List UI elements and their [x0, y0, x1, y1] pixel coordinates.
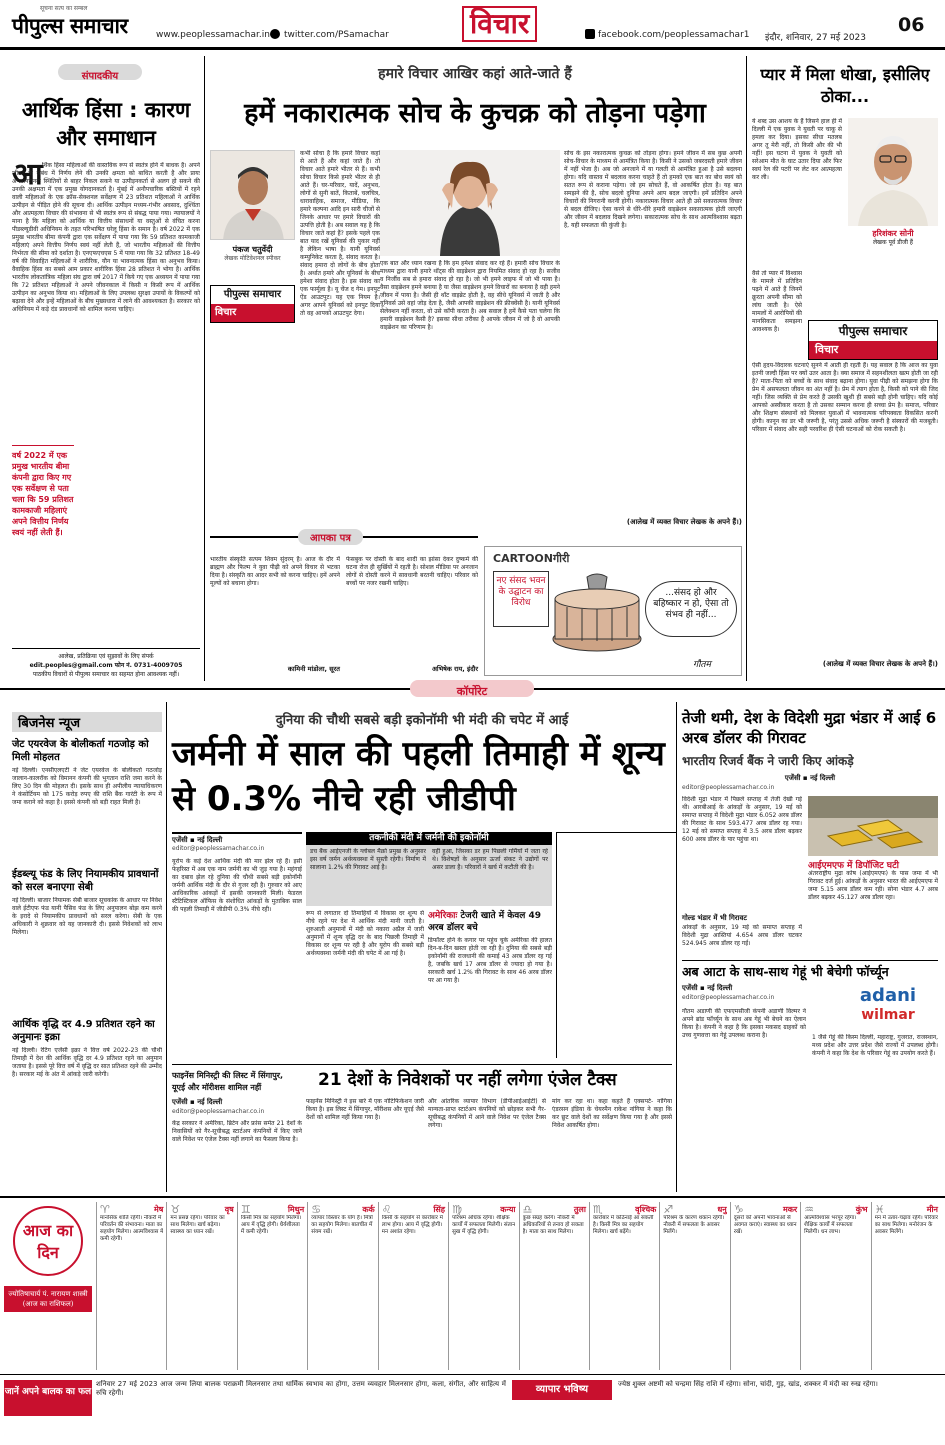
twitter-link[interactable]: twitter.com/PSamachar [284, 30, 389, 40]
corporate-band: कॉर्पोरेट [410, 680, 534, 697]
sidebar-author-role: लेखक पूर्व डीजी हैं [872, 239, 913, 246]
angel-col-4: मांग कर रहा था। कहा कहते हैं एक्सपर्ट- नांगिया एंडरसन इंडिया के चेयरमैन राकेश नांगिया ने कहा कि कर छूट वाले देशों का सर्वेक्षण किया गया है और इससे निवेश आकर्षित होगा। [552, 1098, 672, 1129]
editorial-dropcap: आ [12, 157, 43, 192]
masthead [0, 0, 945, 50]
adani-col-2: 1 जैसे गेहूं की किस्म दिल्ली, महाराष्ट्र, गुजरात, राजस्थान, मध्य प्रदेश और उत्तर प्रदेश जैसे राज्यों में उपलब्ध होगी। कंपनी ने कहा कि देश के परिवार गेहूं का उपयोग करते हैं। [812, 1034, 938, 1057]
editorial-pullquote: वर्ष 2022 में एक प्रमुख भारतीय बीमा कंपनी द्वारा किए गए एक सर्वेक्षण से पता चला कि 59 प्रतिशत कामकाजी महिलाएं अपने वित्तीय निर्णय स्वयं नहीं लेती हैं। [12, 445, 74, 573]
germany-col-1: यूरोप के कई देश आर्थिक मंदी की मार झेल रहे हैं। इसी फेहरिस्त में अब एक नाम जर्मनी का भी जुड़ गया है। महंगाई का दबाव झेल रहे दुनिया की चौथी सबसे बड़ी इकोनॉमी जर्मनी आर्थिक मंदी के दौर से गुजर रही है। गुरुवार को आए आधिकारिक आंकड़ों में इसकी जानकारी मिली। फेडरल स्टैटिस्टिकल ऑफिस के संशोधित आंकड़ों के मुताबिक साल की पहली तिमाही में जीडीपी 0.3% नीचे रही। [172, 858, 302, 913]
horoscope-sign [237, 1202, 307, 1370]
horoscope-sign [378, 1202, 448, 1370]
horoscope-sign-name: मकर [782, 1205, 798, 1214]
forex-col-1: विदेशी मुद्रा भंडार में पिछले सप्ताह में तेजी देखी गई थी। आरबीआई के आंकड़ों के अनुसार, 19 मई को समाप्त सप्ताह में विदेशी मुद्रा भंडार 6.052 अरब डॉलर की गिरावट के साथ 593.477 अरब डॉलर रह गया। 12 मई को समाप्त सप्ताह में 3.5 अरब डॉलर बढ़कर 600 अरब डॉलर के पार पहुंचा था। [682, 796, 802, 843]
stress-photo [380, 150, 560, 256]
forex-byline: एजेंसी ▪ नई दिल्ली [784, 774, 836, 782]
forex-email: editor@peoplessamachar.co.in [682, 784, 775, 791]
zodiac-glyph-icon: ♎ [522, 1203, 533, 1216]
brief-1 [12, 738, 162, 871]
column-divider [746, 56, 747, 681]
facebook-icon [585, 29, 595, 39]
paper-logo: पीपुल्स समाचार [12, 14, 128, 38]
dateline: इंदौर, शनिवार, 27 मई 2023 [765, 33, 866, 43]
sidebar-author-photo [848, 118, 938, 226]
horoscope-sign-name: वृश्चिक [635, 1205, 657, 1214]
horoscope-sign [871, 1202, 941, 1370]
germany-byline: एजेंसी ▪ नई दिल्ली [172, 832, 302, 845]
main-col-1: कभी सोचा है कि हमारे विचार कहां से आते हैं और कहां जाते हैं। तो विचार आते हमारे भीतर से हैं। कभी सोचा विचार किसे हमारे भीतर से ही आते हैं। घर-परिवार, यादें, अनुभव, लोगों से सुनी बातें, किताबें, चलचित्र, धारावाहिक, समाज, मीडिया, कि हमारे कल्पना आदि इन सारी चीजों से जिनके आधार पर हमारे विचारों की उत्पत्ति होती है। अब सवाल यह है कि विचार जाते कहां हैं? इसके पहले एक बात याद रखें यूनिवर्स की पुकार नहीं है लेकिन भाषा है। यानी यूनिवर्स कम्युनिकेट करता है, संवाद करता है। संवाद हमारा दो लोगों के बीच होता है। अर्थात हमारे और यूनिवर्स के बीच हमेशा संवाद होता है। इस संवाद का एक फार्मूला है। यू चेंज द गेम। इनपुट ऐंड आउटपुट। यह एक नियम है। अगर आपने यूनिवर्स को इनपुट दिया तो वह आपको आउटपुट देगा। [300, 150, 380, 317]
horoscope-sign-text: दूसरों को अपनी भावनाओं से अवगत कराएं। स्वास्थ्य का ध्यान रखें। [733, 1215, 797, 1235]
brief-3-headline: आर्थिक वृद्धि दर 4.9 प्रतिशत रहने का अनुमानः इक्रा [12, 1019, 155, 1043]
author-name: पंकज चतुर्वेदी [232, 245, 273, 254]
adani-col-1: गौतम अडाणी की एफएमसीजी कंपनी अडाणी विल्मर ने अपने ब्रांड फॉर्च्यून के साथ अब गेहूं भी बेचने का ऐलान किया है। कंपनी ने कहा है कि इसका मकसद ग्राहकों को उच्च गुणवत्ता का गेहूं उपलब्ध कराना है। [682, 1008, 806, 1039]
angel-top-rule [172, 1064, 672, 1065]
article-logo-tag: विचार [211, 304, 294, 322]
horoscope-sign-name: कर्क [362, 1205, 375, 1214]
zodiac-glyph-icon: ♉ [170, 1203, 181, 1216]
horoscope-astrologer: ज्योतिषाचार्य पं. नारायण शास्त्री (आज का राशिफल) [4, 1286, 92, 1312]
child-tag: जानें अपने बालक का फल [4, 1380, 92, 1416]
forex-photo [808, 796, 938, 856]
angel-kicker-1: फाइनेंस मिनिस्ट्री की लिस्ट में सिंगापुर, [172, 1071, 284, 1080]
website-link[interactable]: www.peoplessamachar.in [156, 30, 270, 40]
forex-subhead: भारतीय रिजर्व बैंक ने जारी किए आंकड़े [682, 754, 854, 768]
zodiac-glyph-icon: ♒ [804, 1203, 815, 1216]
horoscope-sign [448, 1202, 518, 1370]
horoscope-sign-name: कुंभ [855, 1205, 868, 1214]
column-divider [556, 832, 557, 1058]
forex-col-2: अंतरराष्ट्रीय मुद्रा कोष (आईएमएफ) के पास जमा में भी गिरावट दर्ज हुई। आंकड़ों के अनुसार भारत की आईएमएफ में जमा 5.15 अरब डॉलर कम रही। सोना भंडार 4.7 अरब डॉलर बढ़कर 45.127 अरब डॉलर रहा। [808, 870, 938, 901]
business-forecast: ज्येष्ठ शुक्ल अष्टमी को चन्द्रमा सिंह राशि में रहेगा। सोना, चांदी, गुड़, खांड, शक्कर में मंदी का रुख रहेगा। [618, 1380, 878, 1388]
column-divider [204, 56, 205, 681]
angel-col-2: फाइनेंस मिनिस्ट्री ने इस बारे में एक नोटिफिकेशन जारी किया है। इस लिस्ट में सिंगापुर, मॉरीशस और यूएई जैसे देशों को शामिल नहीं किया गया है। [306, 1098, 424, 1121]
footer-email: edit.peoples@gmail.com फोन नं. 0731-4009705 [29, 662, 183, 669]
adani-byline: एजेंसी ▪ नई दिल्ली [682, 984, 733, 992]
biz-news-label: बिजनेस न्यूज [12, 712, 162, 732]
zodiac-glyph-icon: ♋ [311, 1203, 322, 1216]
sidebar-logo-tag: विचार [809, 341, 937, 359]
cartoon-speech: ...संसद हो और बहिष्कार न हो, ऐसा तो संभव ही नहीं... [645, 581, 737, 637]
article-logo-name: पीपुल्स समाचार [223, 289, 282, 300]
author-role: लेखक मोटिवेशनल स्पीकर [224, 255, 281, 262]
letters-col-2: फेसबुक पर दोस्ती के बाद शादी का झांसा देकर दुष्कर्म की घटना रोज ही सुर्खियों में रहती है। सोशल मीडिया पर अनजान लोगों से दोस्ती करने में सावधानी बरतनी चाहिए। परिवार को बच्चों पर नजर रखनी चाहिए। [346, 556, 478, 587]
brief-3-body: नई दिल्ली। रेटिंग एजेंसी इक्रा ने वित्त वर्ष 2022-23 की चौथी तिमाही में देश की आर्थिक वृद्धि दर 4.9 प्रतिशत रहने का अनुमान जताया है। इससे पूरे वित्त वर्ष में वृद्धि दर सात प्रतिशत रहने की उम्मीद है। सरकार मई के अंत में आंकड़े जारी करेगी। [12, 1047, 162, 1078]
horoscope-sign-name: वृष [224, 1205, 234, 1214]
adani-logo-top: adani [859, 985, 917, 1006]
business-forecast-tag: व्यापार भविष्य [512, 1380, 612, 1400]
paper-tagline: सूचना सत्य का सम्बल [40, 5, 88, 12]
cartoon-signature: गौतम [693, 660, 711, 670]
angel-col-1: केंद्र सरकार ने अमेरिका, ब्रिटेन और फ्रांस समेत 21 देशों के निवासियों को गैर-सूचीबद्ध स्टार्टअप कंपनियों में किए जाने वाले निवेश पर एंजेल टैक्स नहीं लगाने का फैसला किया है। [172, 1120, 302, 1143]
angel-kicker-2: यूएई और मॉरीशस शामिल नहीं [172, 1083, 262, 1092]
angel-email: editor@peoplessamachar.co.in [172, 1108, 265, 1115]
child-forecast: शनिवार 27 मई 2023 आज जन्म लिया बालक पराक्रमी मिलनसार तथा धार्मिक स्वभाव का होगा, उत्तम व्यवहार मिलनसार होगा, कला, संगीत, और साहित्य में रुचि रहेगी। [96, 1380, 506, 1397]
stressed-woman-icon [380, 150, 560, 256]
adani-top-rule [682, 960, 938, 961]
cartoon-label: CARTOONगीरी [493, 552, 570, 565]
brief-1-headline: जेट एयरवेज के बोलीकर्ता गठजोड़ को मिली मोहलत [12, 739, 149, 763]
footer-disclaimer: पाठकीय विचारों से पीपुल्स समाचार का सहमत होना आवश्यक नहीं। [32, 671, 180, 678]
horoscope-sign-name: कन्या [500, 1205, 516, 1214]
brief-2 [12, 868, 162, 1009]
column-divider [676, 702, 677, 1192]
america-box [428, 910, 552, 1058]
angel-byline: एजेंसी ▪ नई दिल्ली [172, 1098, 223, 1106]
brief-1-body: नई दिल्ली। एनसीएलएटी ने जेट एयरवेज के बोलीकर्ता गठजोड़ जालान-कालरॉक को विमानन कंपनी की भुगतान राशि जमा करने के लिए 30 दिन की मोहलत दी। इसके साथ ही अपीलीय न्यायाधिकरण ने कंसोर्टियम को 175 करोड़ रुपए की राशि बैंक गारंटी के रूप में जमा कराने को कहा है। इससे कंपनी को बड़ी राहत मिली है। [12, 767, 162, 806]
horoscope-sign-text: व्यापार विस्तार के योग हैं। मित्रों का सहयोग मिलेगा। बातचीत में संयम रखें। [311, 1215, 373, 1235]
editorial-tag: संपादकीय [58, 64, 142, 80]
zodiac-glyph-icon: ♐ [663, 1203, 674, 1216]
america-side-rule [556, 832, 676, 833]
horoscope-sign [800, 1202, 870, 1370]
germany-box [306, 832, 552, 906]
adani-headline: अब आटा के साथ-साथ गेहूं भी बेचेगी फॉर्च्यून [682, 964, 889, 979]
horoscope-bottom-rule [0, 1374, 945, 1375]
sidebar-col-2: वैसे तो प्यार में विश्वास के मामले में प्रतिदिन पढ़ने में आते हैं जिनमें क्रूरता अपनी सीमा को लांघ जाती है। ऐसे मामलों में आरोपियों की मानसिकता समझना आवश्यक है। [752, 270, 802, 333]
facebook-link[interactable]: facebook.com/peoplessamachar1 [598, 30, 750, 40]
main-col-2: एक बात और ध्यान रखना है कि हम हमेशा संवाद कर रहे हैं। हमारी सोच विचार के माध्यम द्वारा यानी हमारे थॉट्स की वाइब्रेशन द्वारा नियमित संवाद हो रहा है। सजीव व निर्जीव सब से हमारा संवाद हो रहा है। जो भी हमने लाइफ में जो भी पाया है। वैसा वाइब्रेशन हमने बनाया है या जैसा वाइब्रेशन हमने विचारों का बनाया है वही हमने जीवन में पाया है। जैसी ही थॉट वाइब्रेट होती है, वह सीधे यूनिवर्स में जाती है और यूनिवर्स उसे वहां जोड़ देता है, जैसी आपकी वाइब्रेशन की फ्रीक्वेंसी है। यानी यूनिवर्स सेलेक्शन नहीं करता, वो उसे कॉपी करता है। अब सवाल है हमें कैसे पता चलेगा कि हमारी वाइब्रेशन कैसी है? इसका सीधा तरीका है आपके जीवन में जो है वो आपकी वाइब्रेशन का परिणाम है। [380, 260, 560, 331]
sidebar-logo [808, 320, 938, 360]
germany-box-col-2: वहीं हुआ, जिसका डर हम पिछली गर्मियों में जता रहे थे। विशेषज्ञों के अनुसार ऊर्जा संकट ने उद्योगों पर असर डाला है। परिवारों ने खर्च में कटौती की है। [432, 848, 548, 871]
horoscope-sign-name: मेष [153, 1205, 164, 1214]
horoscope-sign-text: आत्मविश्वास भरपूर रहेगा। शैक्षिक कार्यों में सफलता मिलेगी। धन लाभ। [804, 1215, 857, 1235]
cartoon-sign: नए संसद भवन के उद्घाटन का विरोध [493, 571, 549, 627]
germany-box-col-1: डच बैंक आईएनजी के ग्लोबल मैक्रो प्रमुख के अनुसार इस वर्ष जर्मन अर्थव्यवस्था में सुस्ती रहेगी। निर्माण में सालाना 1.2% की गिरावट आई है। [310, 848, 426, 871]
section-title: विचार [462, 6, 537, 42]
germany-kicker: दुनिया की चौथी सबसे बड़ी इकोनॉमी भी मंदी की चपेट में आई [275, 713, 569, 728]
editorial-footer [12, 648, 200, 679]
horoscope-sign-text: मानसिक शांति रहेगी। नौकरी में परिवर्तन की संभावना। माता का सहयोग मिलेगा। आत्मविश्वास में कमी रहेगी। [100, 1215, 164, 1242]
brief-2-headline: ईडब्ल्यू फंड के लिए नियामकीय प्रावधानों को सरल बनाएगा सेबी [12, 869, 159, 893]
footer-contact-label: आलेख, प्रतिक्रिया एवं सुझावों के लिए संपर्क [58, 653, 154, 660]
horoscope-sign-text: कुछ संग्रह करेंगे। नौकरी में अधिकारियों से तनाव हो सकता है। माता का साथ मिलेगा। [522, 1215, 584, 1235]
zodiac-glyph-icon: ♑ [733, 1203, 744, 1216]
main-endnote: (आलेख में व्यक्त विचार लेखक के अपने हैं।) [626, 518, 742, 526]
editorial-headline: आर्थिक हिंसा : कारण और समाधान [21, 98, 191, 150]
column-divider [166, 702, 167, 1192]
main-kicker: हमारे विचार आखिर कहां आते-जाते हैं [378, 66, 572, 82]
letters-tag: आपका पत्र [298, 529, 363, 545]
zodiac-glyph-icon: ♏ [592, 1203, 603, 1216]
america-body: डिफॉल्ट होने के कगार पर पहुंच चुके अमेरिका की हालत दिन-ब-दिन खस्ता होती जा रही है। दुनिया की सबसे बड़ी इकोनॉमी की राजधानी की कमाई 43 अरब डॉलर रह गई है, जबकि खर्च 17 अरब डॉलर से ज्यादा हो गया है। सरकारी खर्च 1.2% की गिरावट के साथ 46 अरब डॉलर पर आ गया है। [428, 937, 552, 984]
zodiac-glyph-icon: ♈ [100, 1203, 110, 1216]
angel-col-3: और आंतरिक व्यापार विभाग (डीपीआईआईटी) से मान्यता-प्राप्त स्टार्टअप कंपनियों को छोड़कर सभी गैर-सूचीबद्ध कंपनियों में आने वाले निवेश पर एंजेल टैक्स लगेगा। [428, 1098, 546, 1129]
germany-headline: जर्मनी में साल की पहली तिमाही में शून्य से 0.3% नीचे रही जीडीपी [172, 734, 665, 819]
brief-2-body: नई दिल्ली। बाजार नियामक सेबी बाजार सूचकांक के आधार पर निवेश वाले ईटीएफ फंड यानी पैसिव फंड के लिए अनुपालन बोझ कम करने के इरादे से नियामकीय प्रावधानों को सरल करेगा। सेबी के एक अधिकारी ने शुक्रवार को यह जानकारी दी। इससे निवेशकों को लाभ मिलेगा। [12, 897, 162, 936]
germany-email: editor@peoplessamachar.co.in [172, 845, 265, 852]
horoscope-sign-text: मन में उतार-चढ़ाव रहेंगे। परिवार का साथ मिलेगा। मनोरंजन के अवसर मिलेंगे। [874, 1215, 938, 1235]
sidebar-body: ऐसी हृदय-विदारक घटनाएं सुनने में आती ही रहती हैं। यह सवाल है कि आज का युवा इतनी जल्दी हिंसा पर क्यों उतर आता है। क्या समाज में सहनशीलता खत्म होती जा रही है? माता-पिता को बच्चों के साथ संवाद बढ़ाना होगा। युवा पीढ़ी को समझना होगा कि प्रेम में असफलता जीवन का अंत नहीं है। प्रेम में त्याग होता है, किसी को पाने की जिद नहीं। जिस व्यक्ति से प्रेम करते हैं उसकी खुशी ही सबसे बड़ी होनी चाहिए। यदि कोई आपको अस्वीकार करता है तो उसका सम्मान करना ही सच्चा प्रेम है। समाज, परिवार और शिक्षण संस्थानों को मिलकर युवाओं में भावनात्मक परिपक्वता विकसित करनी होगी। कानून का डर भी जरूरी है, परंतु उससे अधिक जरूरी है संस्कारों की मजबूती। परिवार में संवाद और सही परवरिश ही ऐसी घटनाओं को रोक सकती है। [752, 362, 938, 433]
horoscope-sign [519, 1202, 589, 1370]
adani-email: editor@peoplessamachar.co.in [682, 994, 775, 1001]
germany-col-2: रूप से लगातार दो तिमाहियों में विकास दर शून्य से नीचे रहने पर देश में आर्थिक मंदी मानी जाती है। शुरुआती अनुमानों में मंदी को नकारा अप्रैल में जारी अनुमानों में शून्य वृद्धि दर के बाद पिछली तिमाही में विकास दर शून्य पर रही है और यूरोप की सबसे बड़ी अर्थव्यवस्था जर्मनी मंदी की चपेट में आ गई है। [306, 910, 424, 957]
twitter-icon [270, 29, 280, 39]
sidebar-author-name: हरिशंकर सोनी [872, 229, 914, 238]
horoscope-sign-name: मिथुन [287, 1205, 305, 1214]
horoscope-sign-name: सिंह [433, 1205, 446, 1214]
main-col-3: सोच के इस नकारात्मक कुचक्र को तोड़ना होगा। हमने जीवन में सब कुछ अपनी सोच-विचार के माध्यम से आमंत्रित किया है। किसी ने उसको जबरदस्ती हमारे जीवन में नहीं भेजा है। अब जो अनजाने में या गलती से आमंत्रित हुआ है उसे बदलना होगा। यदि वास्तव में बदलाव करना चाहते हैं तो हमको एक बात का बोध स्वयं को सतत रूप से कराना पड़ेगा। जो हम सोचते हैं, वो आकर्षित होता है। यह बात समझने की है, सोच बदलो दुनिया अपने आप बदल जाएगी। हमें प्रतिदिन अपने विचारों की निगरानी करनी होगी। नकारात्मक विचार आते ही उसे सकारात्मक विचार से बदल दीजिए। ऐसा करने से धीरे-धीरे हमारी वाइब्रेशन सकारात्मक होती जाएगी और जीवन में बदलाव दिखने लगेगा। सकारात्मक सोच के साथ आत्मविश्वास बढ़ता है, यही सफलता की कुंजी है। [564, 150, 742, 229]
horoscope-sign-text: मन प्रसन्न रहेगा। परिवार का साथ मिलेगा। खर्च बढ़ेगा। स्वास्थ्य का ध्यान रखें। [170, 1215, 225, 1235]
horoscope-sign [166, 1202, 236, 1370]
letters-sign-1: कामिनी मांडोला, सूरत [287, 665, 340, 673]
horoscope-sign [659, 1202, 729, 1370]
gold-bars-icon [808, 796, 938, 856]
forex-gold-body: आंकड़ों के अनुसार, 19 मई को समाप्त सप्ताह में विदेशी मुद्रा आस्तियां 4.654 अरब डॉलर घटकर 524.945 अरब डॉलर रह गईं। [682, 924, 802, 947]
forex-gold-title: गोल्ड भंडार में भी गिरावट [682, 914, 747, 922]
zodiac-glyph-icon: ♊ [240, 1203, 251, 1216]
horoscope-sign-text: कारोबार में कठिनाई आ सकती है। किसी मित्र का सहयोग मिलेगा। खर्च बढ़ेंगे। [592, 1215, 654, 1235]
sidebar-endnote: (आलेख में व्यक्त विचार लेखक के अपने हैं।) [822, 660, 938, 668]
america-head [428, 910, 552, 934]
adani-logo-bottom: wilmar [861, 1007, 915, 1023]
sidebar-author-portrait-icon [848, 118, 938, 226]
horoscope-sign [730, 1202, 800, 1370]
germany-box-title: तकनीकी मंदी में जर्मनी की इकोनॉमी [306, 832, 552, 845]
horoscope-sign [307, 1202, 377, 1370]
america-tag: अमेरिकाः [428, 911, 458, 921]
letters-header [210, 533, 478, 552]
angel-headline: 21 देशों के निवेशकों पर नहीं लगेगा एंजेल टैक्स [318, 1070, 617, 1090]
horoscope-tag: आज का दिन [13, 1206, 83, 1276]
horoscope-signs [96, 1202, 941, 1370]
zodiac-glyph-icon: ♌ [381, 1203, 392, 1216]
horoscope-sign-text: किसी मित्र का सहयोग मिलेगा। आय में वृद्धि होगी। धैर्यशीलता में कमी रहेगी। [240, 1215, 302, 1235]
horoscope-tag-box [4, 1202, 92, 1362]
horoscope-rule [0, 1196, 945, 1198]
america-headline: टेजरी खाते में केवल 49 अरब डॉलर बचे [428, 911, 541, 933]
horoscope-sign-name: धनु [717, 1205, 727, 1214]
letters-sign-2: अभिषेक राय, इंदौर [431, 665, 478, 673]
zodiac-glyph-icon: ♓ [874, 1203, 885, 1216]
horoscope-sign [589, 1202, 659, 1370]
sidebar-logo-name: पीपुल्स समाचार [838, 324, 908, 338]
editorial-body: र्थिक हिंसा महिलाओं की वास्तविक रूप से स्वतंत्र होने में बाधक है। अपने जीवन के संबंध में निर्णय लेने की उनकी क्षमता को बाधित करती है और प्रायः अपमानजनक स्थितियों से बाहर निकल सकने या उत्पीड़नकर्ता से अलग हो सकने की उनकी अक्षमता में एक प्रमुख योगदानकर्ता है। मुंबई में अनौपचारिक बस्तियों में रहने वाली महिलाओं के एक क्रॉस-सेक्शनल सर्वेक्षण में 23 प्रतिशत महिलाओं ने आर्थिक उत्पीड़न से पीड़ित होने की सूचना दी। आर्थिक उत्पीड़न मध्यम-गंभीर अवसाद, दुश्चिंता और आत्महत्या विचार की संभावना से भी स्वतंत्र रूप से संबद्ध पाया गया। न्यायालयों ने माना है कि महिला को आर्थिक या वित्तीय संसाधनों या वस्तुओं से वंचित करना पीडब्ल्यूडीवी अधिनियम के तहत परिभाषित घरेलू हिंसा के समान है। वर्ष 2022 में एक प्रमुख भारतीय बीमा कंपनी द्वारा एक सर्वेक्षण में पाया गया कि 59 प्रतिशत कामकाजी महिलाएं अपने वित्तीय निर्णय स्वयं नहीं लेती हैं, जो भारतीय महिलाओं की वित्तीय निर्भरता की सीमा को दर्शाता है। एनएफएचएस 5 में पाया गया कि 32 प्रतिशत 18-49 वर्ष की विवाहित महिलाओं ने शारीरिक, यौन या भावनात्मक हिंसा का अनुभव किया। वैवाहिक हिंसा का सबसे आम प्रकार शारीरिक हिंसा 28 प्रतिशत ने भोगा है। आर्थिक भारतीय लोकतांत्रिक महिला संघ द्वारा वर्ष 2017 में किये गए एक अध्ययन में पाया गया कि 72 प्रतिशत महिलाओं ने अपने जीवनकाल में किसी न किसी रूप में आर्थिक उत्पीड़न का अनुभव किया था। महिलाओं के लिए उपलब्ध सुरक्षा उपायों के विकल्पों को बढ़ावा देने और इन्हें महिलाओं के बीच मुख्यधारा में लाने की आवश्यकता है। सरकार को अधिनियम में कड़े दंड प्रावधानों को शामिल करना चाहिए। [12, 162, 200, 313]
main-headline: हमें नकारात्मक सोच के कुचक्र को तोड़ना पड़ेगा [244, 98, 706, 129]
brief-3 [12, 1018, 162, 1151]
horoscope-sign-text: परिश्रम अधिक रहेगा। शैक्षिक कार्यों में सफलता मिलेगी। संतान सुख में वृद्धि होगी। [452, 1215, 516, 1235]
horoscope-sign-name: मीन [926, 1205, 938, 1214]
horoscope-sign-name: तुला [573, 1205, 586, 1214]
adani-logo [840, 986, 936, 1028]
page-number: 06 [898, 14, 925, 36]
horoscope-sign-text: परिश्रम के कारण थकान रहेगी। नौकरी में सफलता के अवसर मिलेंगे। [663, 1215, 725, 1235]
horoscope-sign-text: किसी के सहयोग से कारोबार में लाभ होगा। आय में वृद्धि होगी। मन अशांत रहेगा। [381, 1215, 443, 1235]
zodiac-glyph-icon: ♍ [452, 1203, 462, 1216]
sidebar-col-1: ये शब्द उस आशय के हैं जिसने हाल ही में दिल्ली में एक युवक ने युवती पर चाकू से हमला कर दिया। इसका सीधा मतलब अगर तू मेरी नहीं, तो किसी और की भी नहीं! इस घटना में युवक ने युवती को सरेआम मौत के घाट उतार दिया और फिर स्वयं रेल की पटरी पर लेट कर आत्महत्या कर ली। [752, 118, 842, 181]
letters-col-1: भारतीय संस्कृति सत्यम शिवम सुंदरम् है। आज के दौर में ब्राह्मण और फिल्म ने युवा पीढ़ी को अपने विचार से भटका दिया है। संस्कृति का आदर सभी को करना चाहिए। हमें अपने मूल्यों को बचाना होगा। [210, 556, 340, 587]
forex-photo-caption: आईएमएफ में डिपॉजिट घटी [808, 861, 899, 871]
sidebar-headline: प्यार में मिला धोखा, इसीलिए ठोका... [760, 65, 930, 106]
horoscope-sign [96, 1202, 166, 1370]
forex-kicker: तेजी थमी, देश के विदेशी मुद्रा भंडार में आई 6 अरब डॉलर की गिरावट [682, 709, 937, 747]
cartoon-panel [484, 546, 742, 676]
